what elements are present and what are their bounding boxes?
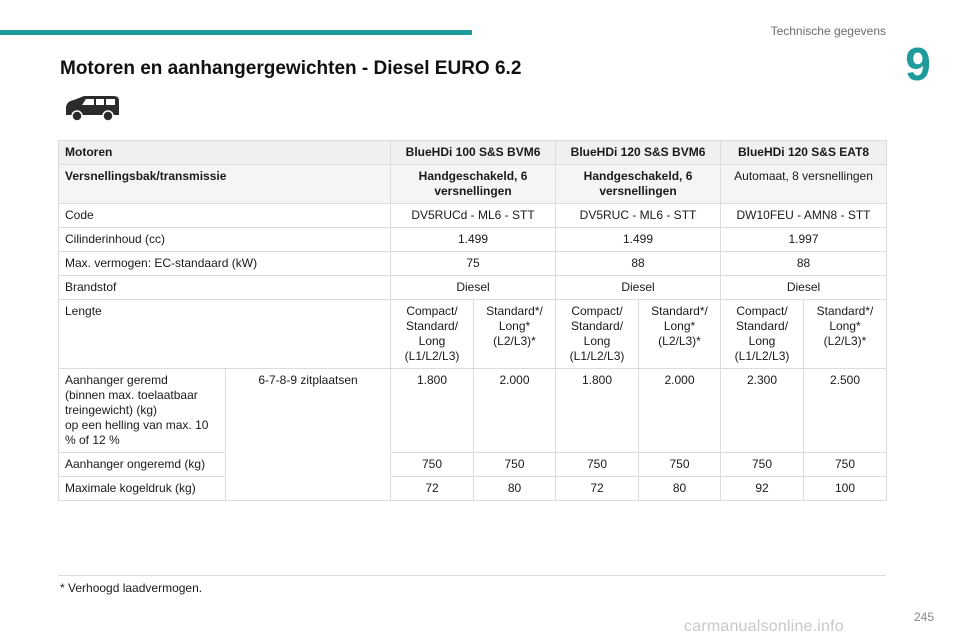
nose-weight-2: 80 [474, 477, 556, 501]
row-motoren [59, 141, 887, 165]
fuel-2: Diesel [556, 276, 721, 300]
row-brandstof [59, 276, 887, 300]
label-brandstof: Brandstof [59, 276, 391, 300]
transmission-2: Handgeschakeld, 6 versnellingen [556, 165, 721, 204]
power-3: 88 [721, 252, 887, 276]
nose-weight-4: 80 [639, 477, 721, 501]
length-5: Compact/ Standard/ Long (L1/L2/L3) [721, 300, 804, 369]
page-number: 245 [913, 610, 934, 624]
label-zitplaatsen: 6-7-8-9 zitplaatsen [226, 369, 391, 501]
row-lengte [59, 300, 887, 369]
nose-weight-3: 72 [556, 477, 639, 501]
code-3: DW10FEU - AMN8 - STT [721, 204, 887, 228]
label-vermogen: Max. vermogen: EC-standaard (kW) [59, 252, 391, 276]
row-transmissie [59, 165, 887, 204]
code-1: DV5RUCd - ML6 - STT [391, 204, 556, 228]
label-code: Code [59, 204, 391, 228]
braked-2: 2.000 [474, 369, 556, 453]
watermark-link[interactable]: carmanualsonline.info [684, 618, 844, 635]
row-kogeldruk [59, 477, 887, 501]
nose-weight-6: 100 [804, 477, 887, 501]
label-geremd: Aanhanger geremd (binnen max. toelaatbaar treingewicht) (kg) op een helling van max. 10 % of 12 % [59, 369, 226, 453]
engine-3: BlueHDi 120 S&S EAT8 [721, 141, 887, 165]
engine-2: BlueHDi 120 S&S BVM6 [556, 141, 721, 165]
engine-spec-table [58, 140, 887, 501]
label-kogeldruk: Maximale kogeldruk (kg) [59, 477, 226, 501]
unbraked-4: 750 [639, 453, 721, 477]
length-4: Standard*/ Long* (L2/L3)* [639, 300, 721, 369]
row-cilinder [59, 228, 887, 252]
label-lengte: Lengte [59, 300, 391, 369]
power-2: 88 [556, 252, 721, 276]
length-1: Compact/ Standard/ Long (L1/L2/L3) [391, 300, 474, 369]
power-1: 75 [391, 252, 556, 276]
length-2: Standard*/ Long* (L2/L3)* [474, 300, 556, 369]
unbraked-2: 750 [474, 453, 556, 477]
nose-weight-1: 72 [391, 477, 474, 501]
unbraked-5: 750 [721, 453, 804, 477]
footnote-divider [58, 575, 886, 576]
length-6: Standard*/ Long* (L2/L3)* [804, 300, 887, 369]
fuel-3: Diesel [721, 276, 887, 300]
braked-5: 2.300 [721, 369, 804, 453]
displacement-3: 1.997 [721, 228, 887, 252]
row-geremd [59, 369, 887, 453]
label-cilinder: Cilinderinhoud (cc) [59, 228, 391, 252]
footnote: * Verhoogd laadvermogen. [60, 581, 203, 595]
page-title: Motoren en aanhangergewichten - Diesel EURO 6.2 [60, 58, 522, 79]
section-label: Technische gegevens [770, 24, 886, 38]
row-ongeremd [59, 453, 887, 477]
engine-1: BlueHDi 100 S&S BVM6 [391, 141, 556, 165]
label-transmissie: Versnellingsbak/transmissie [59, 165, 391, 204]
unbraked-6: 750 [804, 453, 887, 477]
transmission-1: Handgeschakeld, 6 versnellingen [391, 165, 556, 204]
braked-4: 2.000 [639, 369, 721, 453]
header-accent-bar [0, 30, 472, 35]
braked-3: 1.800 [556, 369, 639, 453]
row-code [59, 204, 887, 228]
nose-weight-5: 92 [721, 477, 804, 501]
label-motoren: Motoren [59, 141, 391, 165]
label-ongeremd: Aanhanger ongeremd (kg) [59, 453, 226, 477]
length-3: Compact/ Standard/ Long (L1/L2/L3) [556, 300, 639, 369]
braked-1: 1.800 [391, 369, 474, 453]
displacement-2: 1.499 [556, 228, 721, 252]
code-2: DV5RUC - ML6 - STT [556, 204, 721, 228]
unbraked-1: 750 [391, 453, 474, 477]
unbraked-3: 750 [556, 453, 639, 477]
displacement-1: 1.499 [391, 228, 556, 252]
chapter-number: 9 [905, 38, 931, 90]
van-icon [62, 92, 122, 122]
braked-6: 2.500 [804, 369, 887, 453]
row-vermogen [59, 252, 887, 276]
fuel-1: Diesel [391, 276, 556, 300]
transmission-3: Automaat, 8 versnellingen [721, 165, 887, 204]
